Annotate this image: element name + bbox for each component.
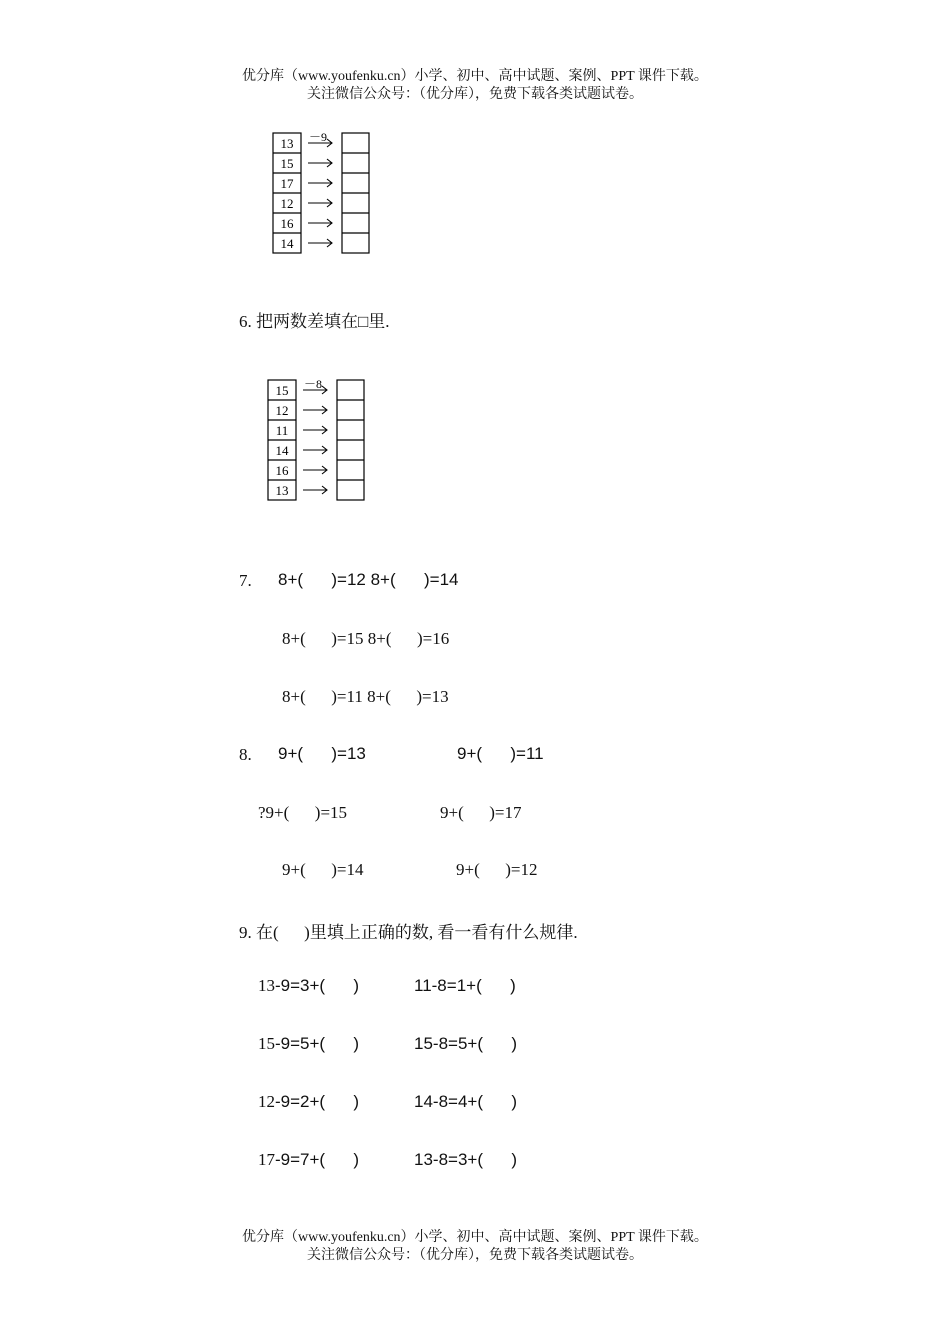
diagram2-number: 13: [275, 483, 289, 498]
answer-boxes[interactable]: [337, 380, 364, 500]
question-7-row-1: 8+( )=12 8+( )=14: [278, 570, 459, 589]
question-8-number: 8.: [239, 745, 252, 764]
question-9-row-4a: 17-9=7+( ): [258, 1150, 360, 1169]
question-9-row-4b: 13-8=3+( ): [414, 1150, 517, 1169]
diagram2-number: 16: [275, 463, 289, 478]
diagram1-number: 14: [280, 236, 294, 251]
operation-label: －9: [308, 130, 328, 144]
diagram2-number: 11: [275, 423, 289, 438]
number-column: [273, 133, 301, 253]
question-8-row-3b: 9+( )=12: [456, 860, 538, 879]
question-9-row-3b: 14-8=4+( ): [414, 1092, 517, 1111]
diagram1-number: 16: [280, 216, 294, 231]
question-8-row-1a: 9+( )=13: [278, 744, 366, 763]
subtraction-diagram-2: [265, 375, 375, 510]
diagram1-number: 12: [280, 196, 294, 211]
subtraction-diagram-1: [270, 128, 380, 263]
question-9-row-1b: 11-8=1+( ): [414, 976, 516, 995]
question-8-row-1b: 9+( )=11: [457, 744, 544, 763]
diagram2-number: 15: [275, 383, 289, 398]
diagram1-number: 15: [280, 156, 294, 171]
number-column: [268, 380, 296, 500]
page-footer: [0, 1229, 950, 1265]
question-9-row-1a: 13-9=3+( ): [258, 976, 360, 995]
question-6: 6. 把两数差填在□里.: [239, 312, 390, 331]
question-7-number: 7.: [239, 571, 252, 590]
question-8-row-2a: ?9+( )=15: [258, 803, 348, 822]
footer-line-1: 优分库（www.youfenku.cn）小学、初中、高中试题、案例、PPT 课件下载。: [242, 1230, 708, 1245]
question-7-row-3: 8+( )=11 8+( )=13: [282, 687, 449, 706]
question-9-row-2b: 15-8=5+( ): [414, 1034, 517, 1053]
diagram1-number: 17: [280, 176, 294, 191]
question-8-row-2b: 9+( )=17: [440, 803, 522, 822]
page-header: [0, 68, 950, 104]
question-9-row-2a: 15-9=5+( ): [258, 1034, 360, 1053]
header-line-1: 优分库（www.youfenku.cn）小学、初中、高中试题、案例、PPT 课件下载。: [242, 69, 708, 84]
question-9-row-3a: 12-9=2+( ): [258, 1092, 360, 1111]
diagram2-number: 12: [275, 403, 289, 418]
header-line-2: 关注微信公众号：（优分库），免费下载各类试题试卷。: [307, 87, 643, 102]
question-9: 9. 在( )里填上正确的数, 看一看有什么规律.: [239, 923, 578, 942]
operation-label: －8: [303, 377, 323, 391]
question-8-row-3a: 9+( )=14: [282, 860, 364, 879]
arrow-icon: [308, 139, 332, 247]
answer-boxes[interactable]: [342, 133, 369, 253]
footer-line-2: 关注微信公众号：（优分库），免费下载各类试题试卷。: [307, 1248, 643, 1263]
diagram1-number: 13: [280, 136, 294, 151]
diagram2-number: 14: [275, 443, 289, 458]
arrow-icon: [303, 386, 327, 494]
question-7-row-2: 8+( )=15 8+( )=16: [282, 629, 450, 648]
